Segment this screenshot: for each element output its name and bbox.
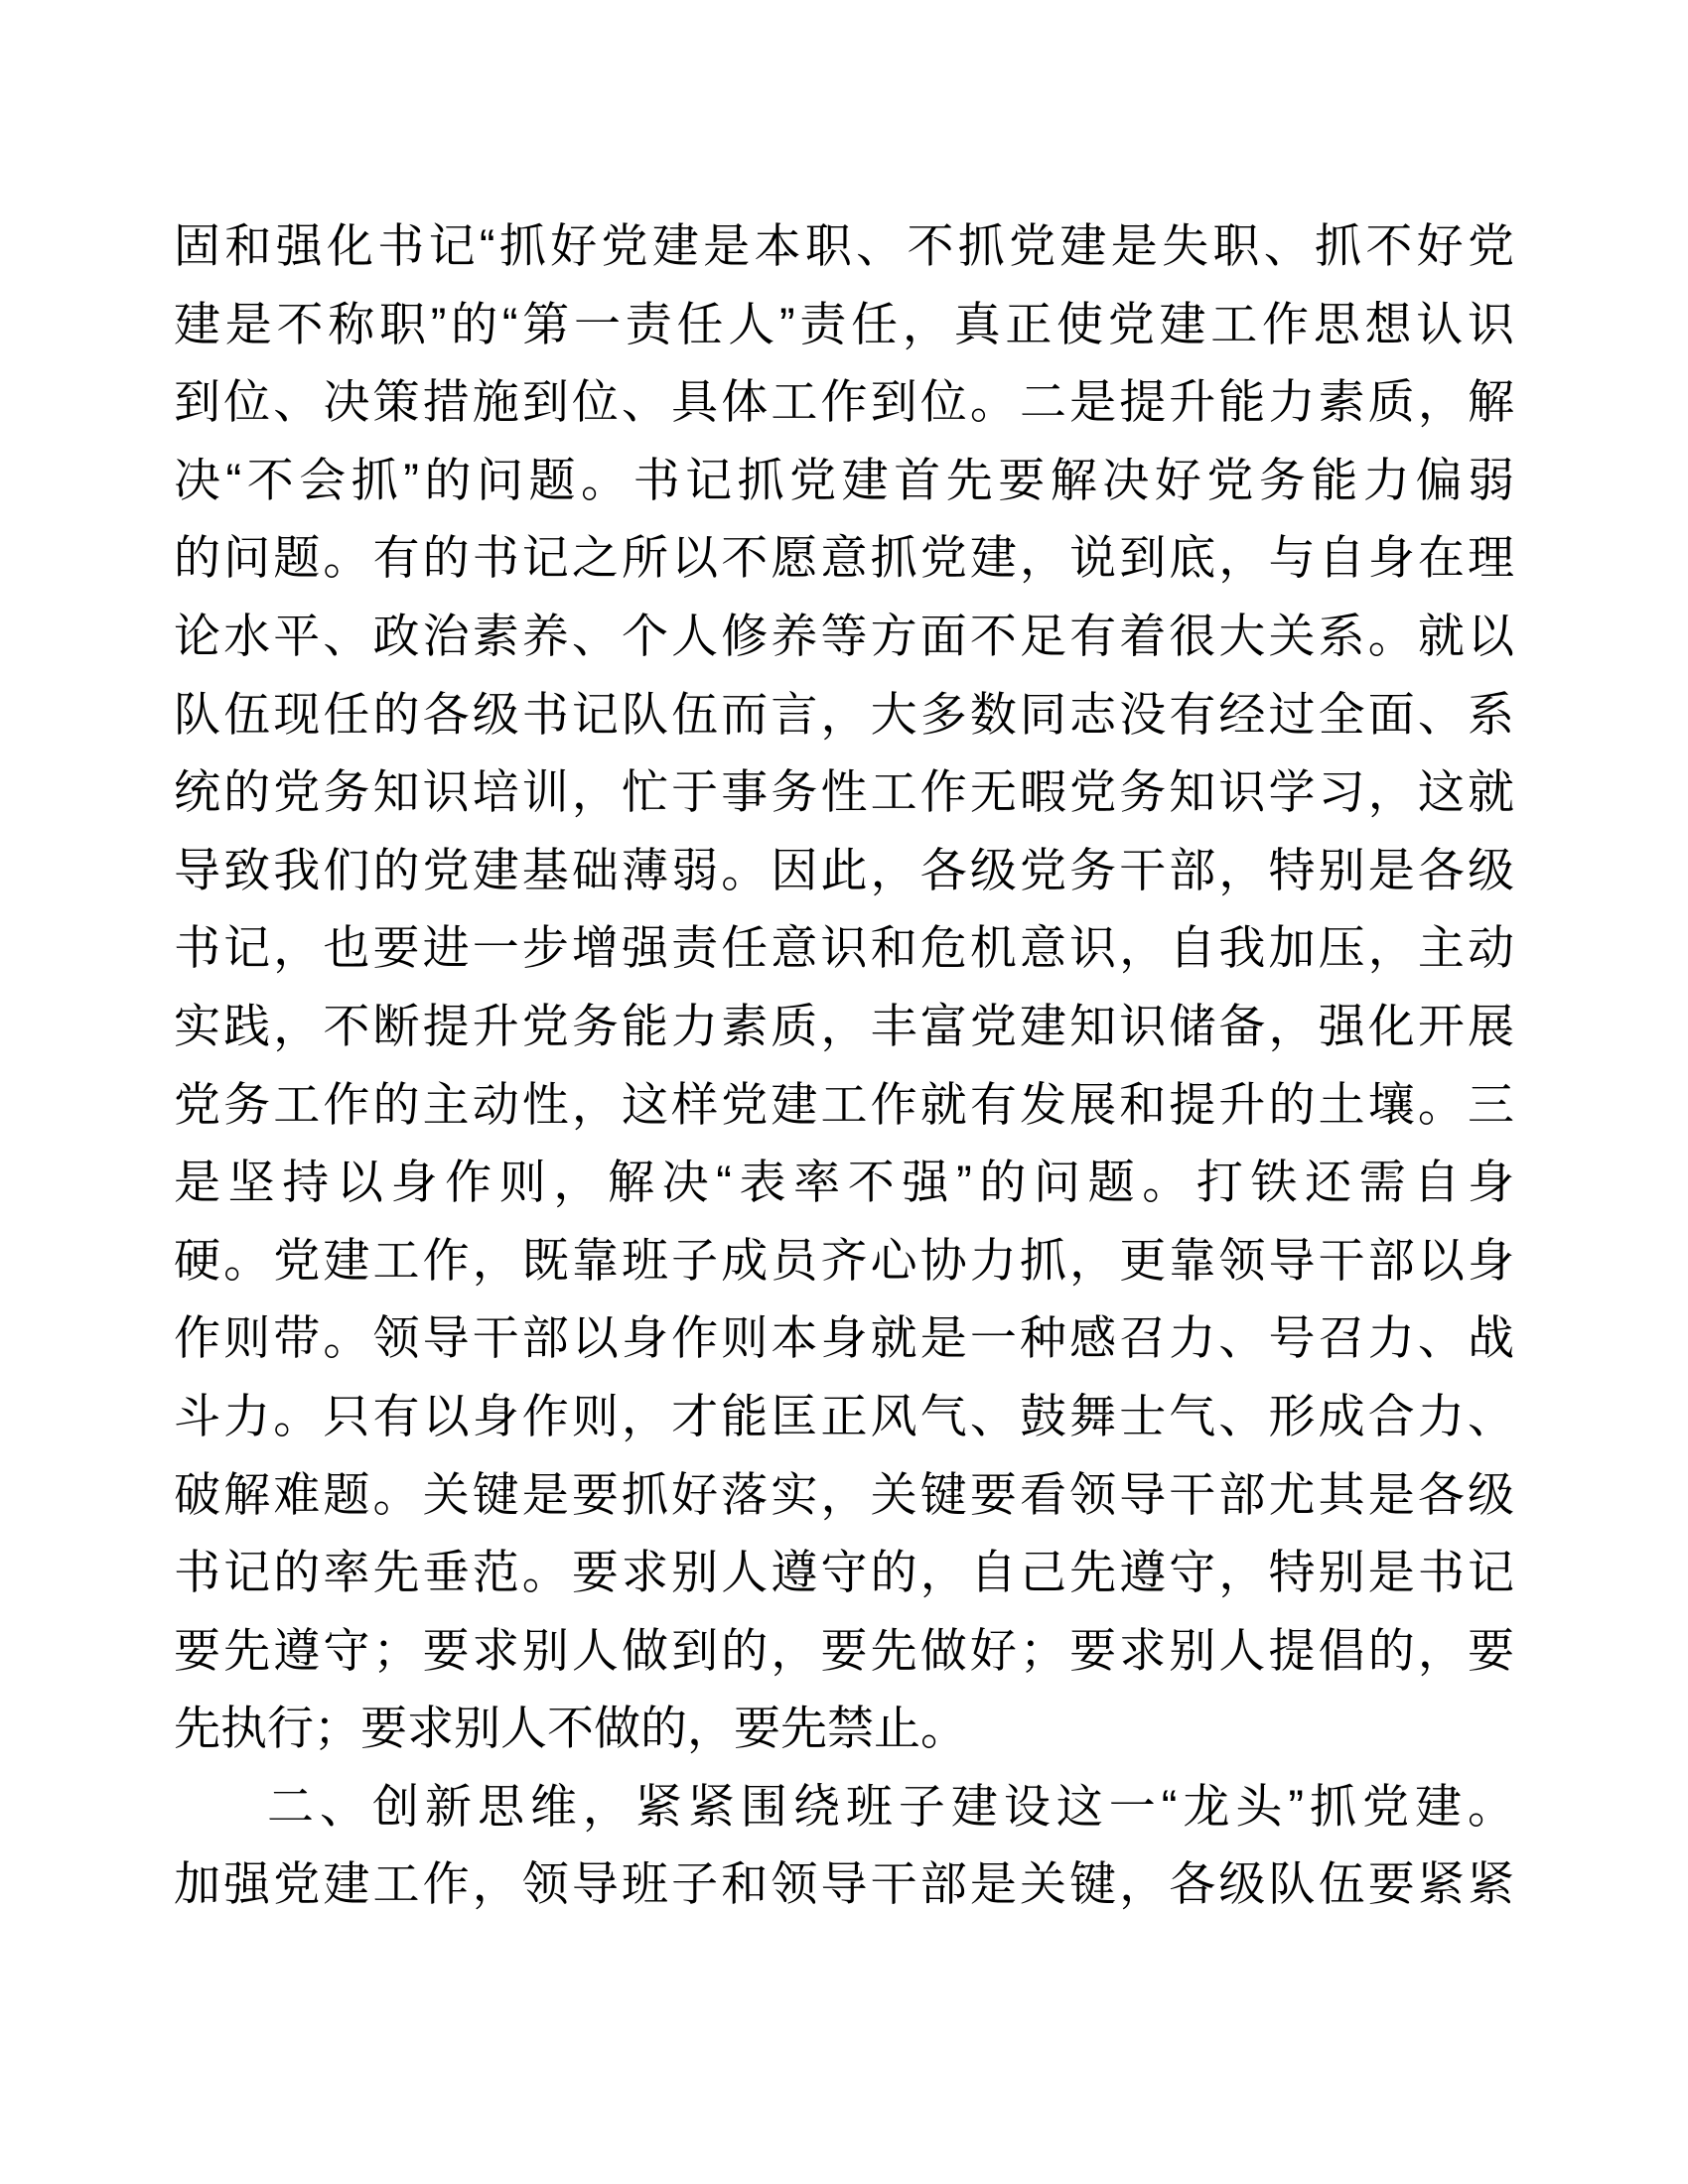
text-line: 党务工作的主动性，这样党建工作就有发展和提升的土壤。三 — [174, 1077, 1514, 1131]
text-line: 建是不称职”的“第一责任人”责任，真正使党建工作思想认识 — [174, 297, 1514, 350]
paragraph-section-two-innovation — [174, 1768, 1514, 1924]
text-line: 队伍现任的各级书记队伍而言，大多数同志没有经过全面、系 — [174, 687, 1514, 741]
text-line: 斗力。只有以身作则，才能匡正风气、鼓舞士气、形成合力、 — [174, 1389, 1514, 1442]
text-line: 导致我们的党建基础薄弱。因此，各级党务干部，特别是各级 — [174, 843, 1514, 896]
text-line: 书记的率先垂范。要求别人遵守的，自己先遵守，特别是书记 — [174, 1546, 1514, 1599]
text-line: 加强党建工作，领导班子和领导干部是关键，各级队伍要紧紧 — [174, 1857, 1514, 1911]
text-line: 实践，不断提升党务能力素质，丰富党建知识储备，强化开展 — [174, 999, 1514, 1052]
text-line: 的问题。有的书记之所以不愿意抓党建，说到底，与自身在理 — [174, 531, 1514, 585]
text-line: 书记，也要进一步增强责任意识和危机意识，自我加压，主动 — [174, 921, 1514, 975]
document-text-block — [174, 207, 1514, 1924]
paragraph-continuation-responsibility — [174, 207, 1514, 1768]
text-line: 硬。党建工作，既靠班子成员齐心协力抓，更靠领导干部以身 — [174, 1233, 1514, 1287]
text-line: 统的党务知识培训，忙于事务性工作无暇党务知识学习，这就 — [174, 765, 1514, 819]
text-line: 二、创新思维，紧紧围绕班子建设这一“龙头”抓党建。 — [267, 1779, 1514, 1833]
text-line: 破解难题。关键是要抓好落实，关键要看领导干部尤其是各级 — [174, 1467, 1514, 1521]
text-line: 先执行；要求别人不做的，要先禁止。 — [174, 1702, 967, 1755]
text-line: 是坚持以身作则，解决“表率不强”的问题。打铁还需自身 — [174, 1156, 1514, 1209]
text-line: 要先遵守；要求别人做到的，要先做好；要求别人提倡的，要 — [174, 1623, 1514, 1677]
text-line: 作则带。领导干部以身作则本身就是一种感召力、号召力、战 — [174, 1311, 1514, 1365]
text-line: 决“不会抓”的问题。书记抓党建首先要解决好党务能力偏弱 — [174, 453, 1514, 506]
text-line: 到位、决策措施到位、具体工作到位。二是提升能力素质，解 — [174, 375, 1514, 429]
text-line: 固和强化书记“抓好党建是本职、不抓党建是失职、抓不好党 — [174, 219, 1514, 272]
text-line: 论水平、政治素养、个人修养等方面不足有着很大关系。就以 — [174, 609, 1514, 662]
